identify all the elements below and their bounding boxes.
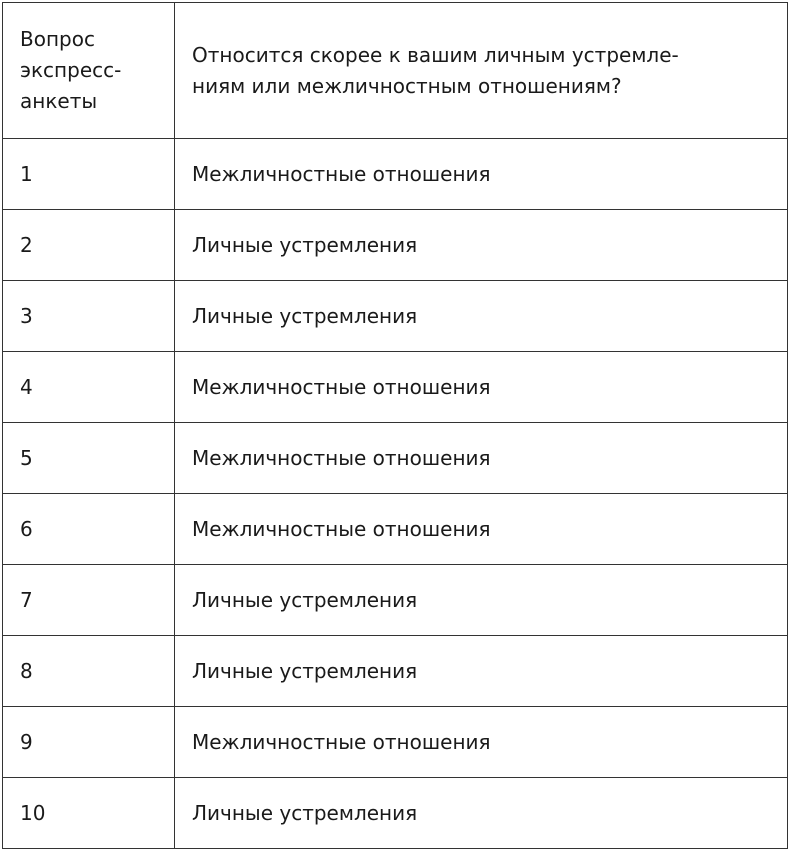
question-number: 10 bbox=[3, 778, 175, 849]
answer-category: Межличностные отношения bbox=[175, 352, 788, 423]
question-number: 9 bbox=[3, 707, 175, 778]
table-row bbox=[3, 636, 788, 707]
table-row bbox=[3, 565, 788, 636]
answer-category: Личные устремления bbox=[175, 210, 788, 281]
question-number: 6 bbox=[3, 494, 175, 565]
answer-category: Личные устремления bbox=[175, 281, 788, 352]
table-row bbox=[3, 210, 788, 281]
answer-category: Личные устремления bbox=[175, 636, 788, 707]
question-number: 8 bbox=[3, 636, 175, 707]
answer-category: Межличностные отношения bbox=[175, 494, 788, 565]
table-row bbox=[3, 423, 788, 494]
table-row bbox=[3, 707, 788, 778]
question-number: 4 bbox=[3, 352, 175, 423]
header-category: Относится скорее к вашим личным устремле- ниям или межличностным отношениям? bbox=[175, 3, 788, 139]
answer-category: Личные устремления bbox=[175, 778, 788, 849]
question-number: 3 bbox=[3, 281, 175, 352]
question-number: 1 bbox=[3, 139, 175, 210]
table-row bbox=[3, 494, 788, 565]
answer-category: Межличностные отношения bbox=[175, 139, 788, 210]
table-row bbox=[3, 352, 788, 423]
table-header-row bbox=[3, 3, 788, 139]
table-row bbox=[3, 778, 788, 849]
question-number: 5 bbox=[3, 423, 175, 494]
table-row bbox=[3, 281, 788, 352]
question-number: 2 bbox=[3, 210, 175, 281]
answer-category: Межличностные отношения bbox=[175, 423, 788, 494]
question-number: 7 bbox=[3, 565, 175, 636]
table-row bbox=[3, 139, 788, 210]
questionnaire-table bbox=[2, 2, 788, 849]
answer-category: Личные устремления bbox=[175, 565, 788, 636]
answer-category: Межличностные отношения bbox=[175, 707, 788, 778]
header-question-number: Вопрос экспресс- анкеты bbox=[3, 3, 175, 139]
